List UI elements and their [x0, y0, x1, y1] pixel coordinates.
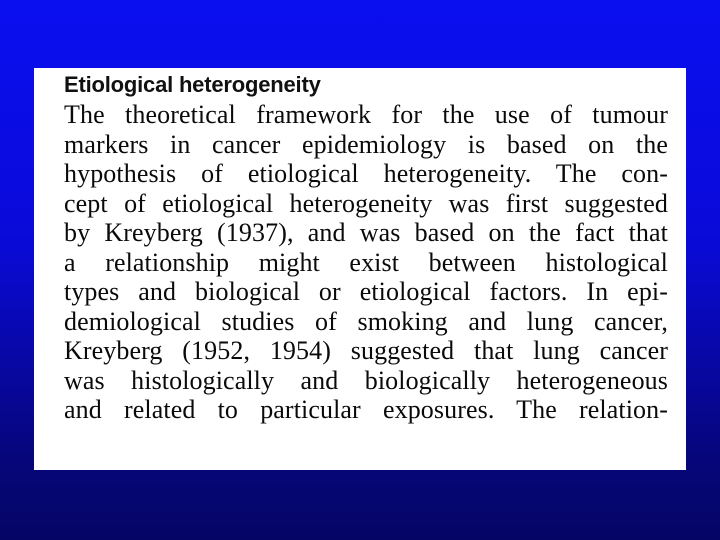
- text-line: The theoretical framework for the use of tumour: [64, 100, 668, 129]
- text-line: by Kreyberg (1937), and was based on the fact that: [64, 218, 668, 247]
- text-line: Kreyberg (1952, 1954) suggested that lung cancer: [64, 336, 668, 365]
- text-line: markers in cancer epidemiology is based on the: [64, 129, 668, 159]
- text-line: demiological studies of smoking and lung cancer,: [64, 306, 668, 336]
- text-line: a relationship might exist between histological: [64, 247, 668, 277]
- text-line: cept of etiological heterogeneity was first suggested: [64, 188, 668, 218]
- text-line: types and biological or etiological factors. In epi-: [64, 277, 668, 306]
- body-paragraph: [64, 100, 686, 425]
- text-excerpt-panel: [34, 68, 686, 470]
- text-line: and related to particular exposures. The relation-: [64, 395, 668, 424]
- section-heading: Etiological heterogeneity: [64, 72, 321, 97]
- text-line: was histologically and biologically heterogeneous: [64, 365, 668, 395]
- text-line: hypothesis of etiological heterogeneity. The con-: [64, 159, 668, 188]
